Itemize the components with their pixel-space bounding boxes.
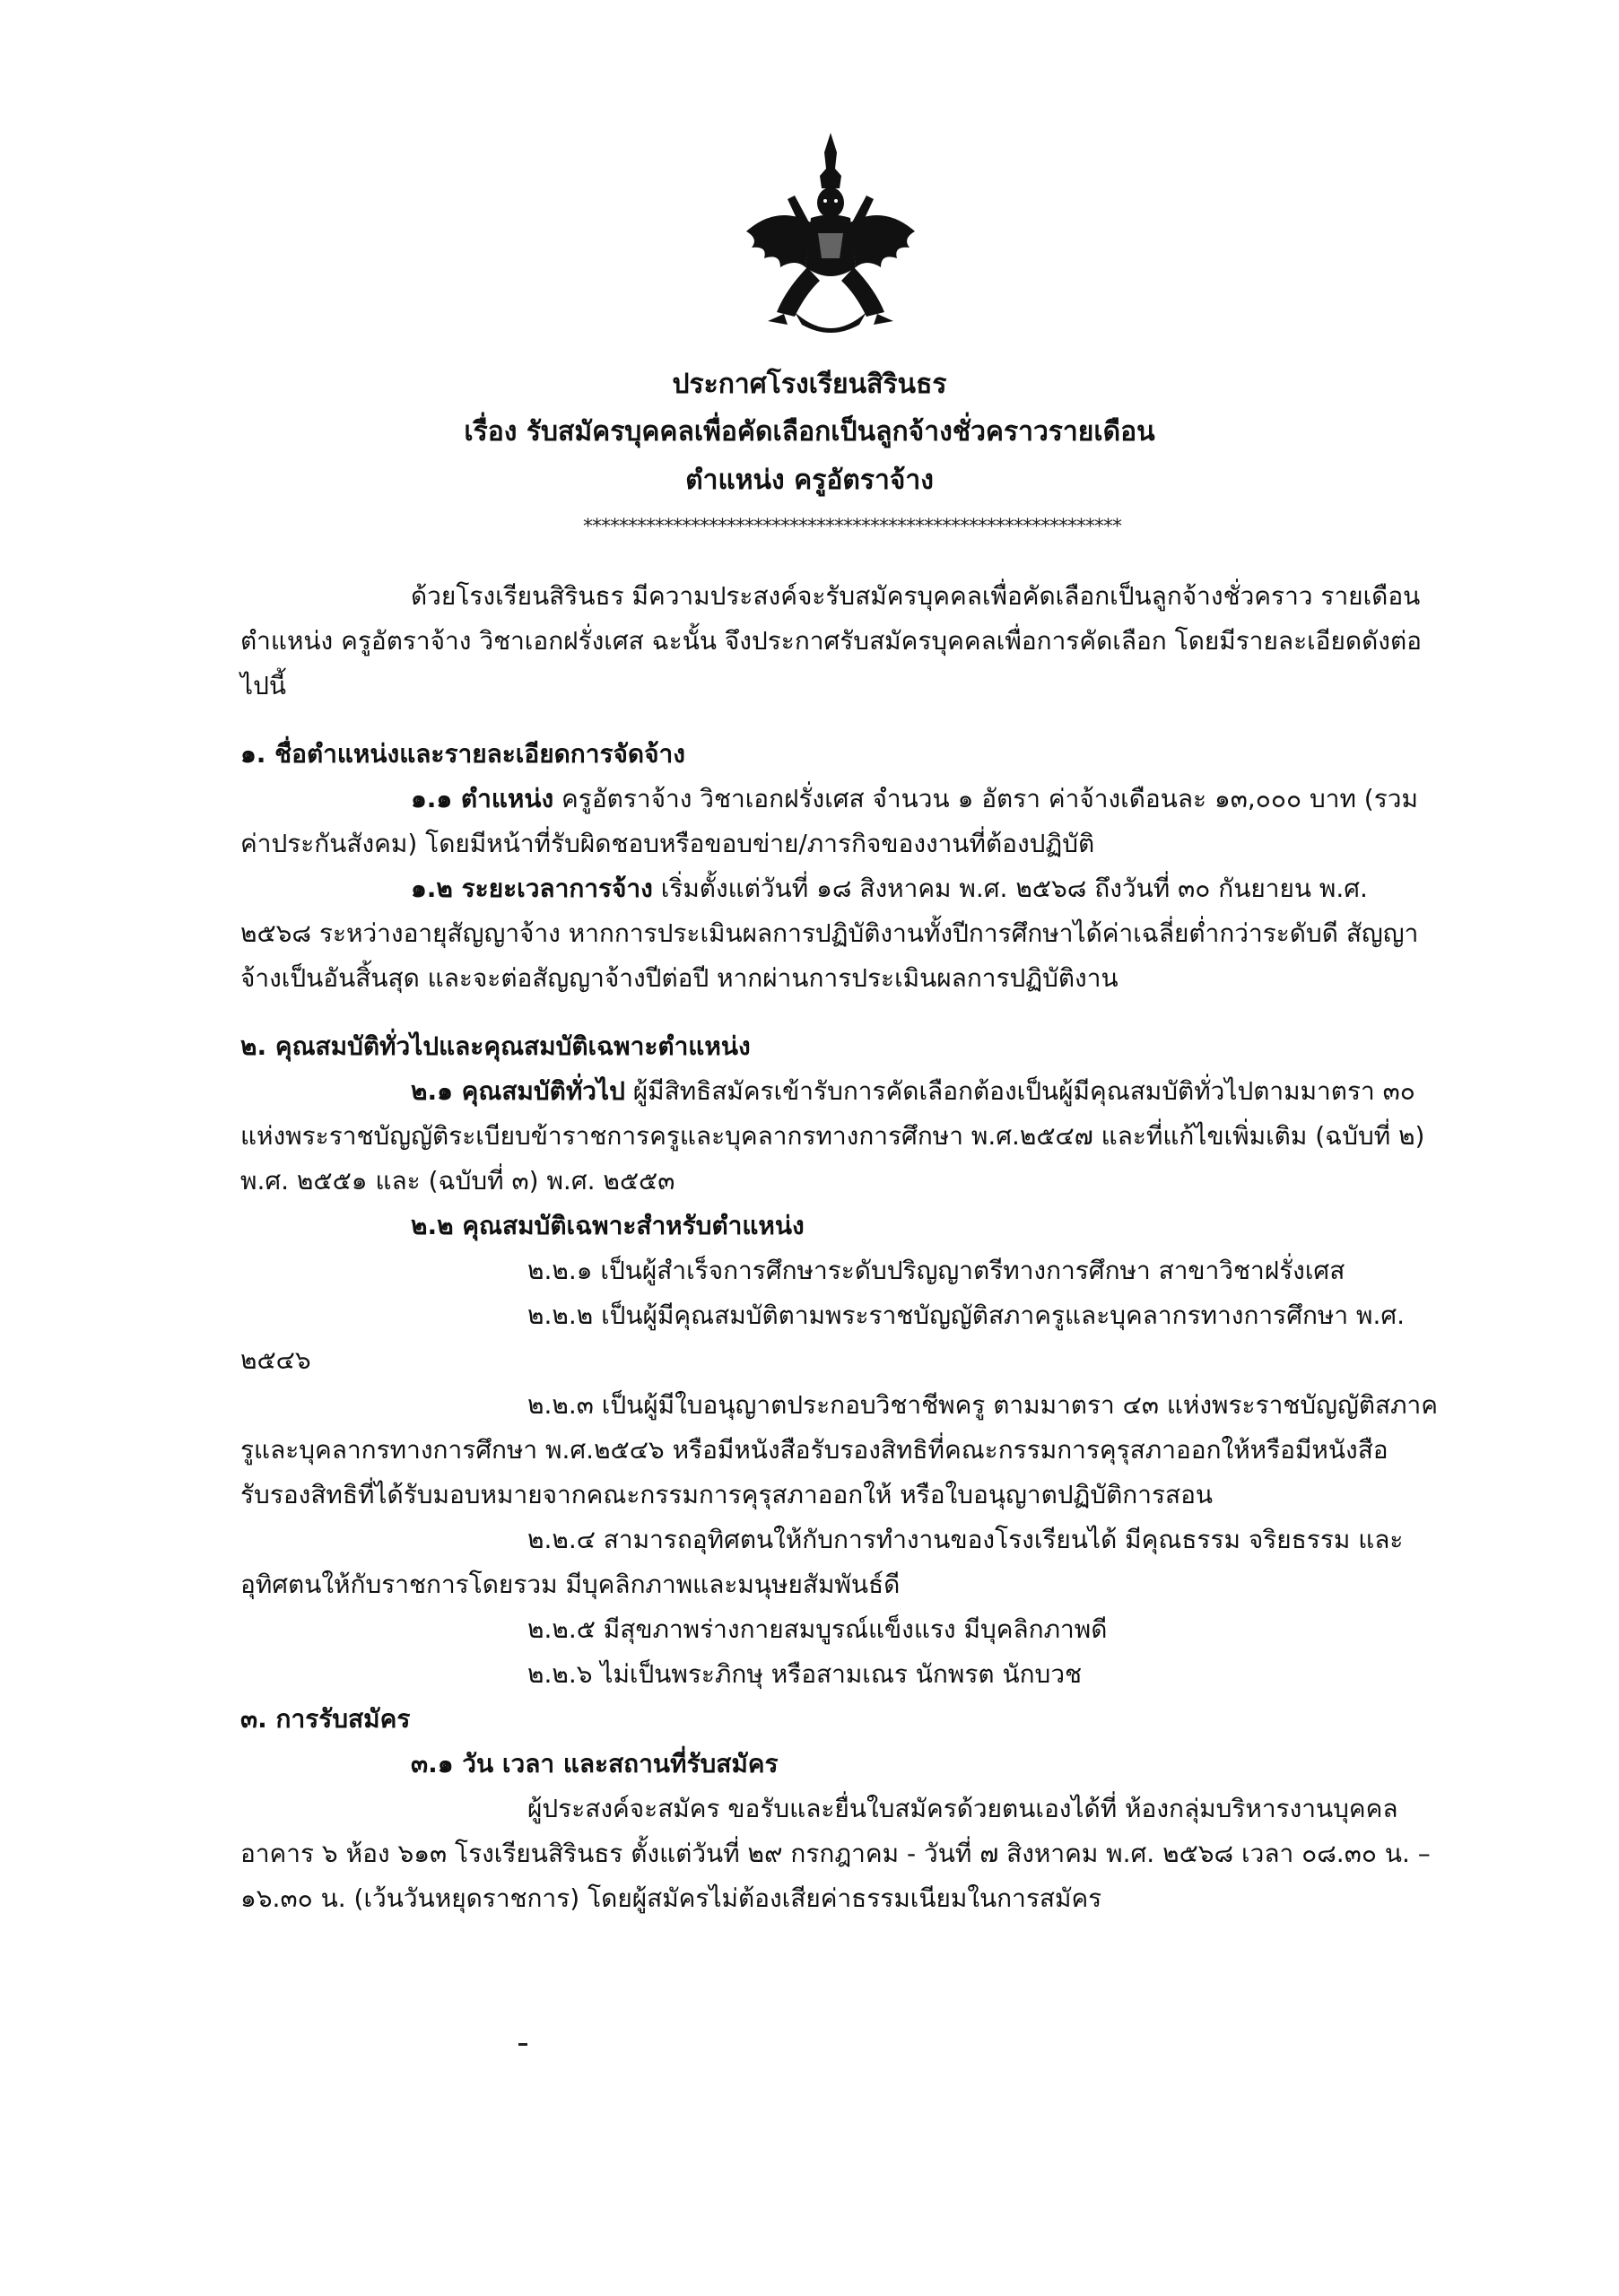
section-2-2-6: ๒.๒.๖ ไม่เป็นพระภิกษุ หรือสามเณร นักพรต นักบวช xyxy=(527,1659,1083,1689)
document-body xyxy=(240,574,1442,1921)
section-3-1-text: ผู้ประสงค์จะสมัคร ขอรับและยื่นใบสมัครด้วยตนเองได้ที่ ห้องกลุ่มบริหารงานบุคคล อาคาร ๖ ห้อง ๖๑๓ โรงเรียนสิรินธร ตั้งแต่วันที่ ๒๙ กรกฎาคม - วันที่ ๗ สิงหาคม พ.ศ. ๒๕๖๘ เวลา ๐๘.๓๐ น. – ๑๖.๓๐ น. (เว้นวันหยุดราชการ) โดยผู้สมัครไม่ต้องเสียค่าธรรมเนียมในการสมัคร xyxy=(240,1794,1431,1913)
section-2-2-5: ๒.๒.๕ มีสุขภาพร่างกายสมบูรณ์แข็งแรง มีบุคลิกภาพดี xyxy=(527,1614,1108,1644)
announcement-position: ตำแหน่ง ครูอัตราจ้าง xyxy=(685,465,934,496)
section-2-1-text: ผู้มีสิทธิสมัครเข้ารับการคัดเลือกต้องเป็นผู้มีคุณสมบัติทั่วไปตามมาตรา ๓๐ แห่งพระราชบัญญัติระเบียบข้าราชการครูและบุคลากรทางการศึกษา พ.ศ.๒๕๔๗ และที่แก้ไขเพิ่มเติม (ฉบับที่ ๒) พ.ศ. ๒๕๕๑ และ (ฉบับที่ ๓) พ.ศ. ๒๕๕๓ xyxy=(240,1076,1425,1196)
section-2-heading: ๒. คุณสมบัติทั่วไปและคุณสมบัติเฉพาะตำแหน่ง xyxy=(240,1031,751,1061)
page-mark xyxy=(518,2043,527,2046)
section-2-2-4: ๒.๒.๔ สามารถอุทิศตนให้กับการทำงานของโรงเรียนได้ มีคุณธรรม จริยธรรม และอุทิศตนให้กับราชการโดยรวม มีบุคลิกภาพและมนุษยสัมพันธ์ดี xyxy=(240,1525,1404,1599)
section-2-1 xyxy=(240,1069,1442,1204)
section-2-2-2: ๒.๒.๒ เป็นผู้มีคุณสมบัติตามพระราชบัญญัติสภาครูและบุคลากรทางการศึกษา พ.ศ. ๒๕๔๖ xyxy=(240,1300,1406,1375)
section-1-1-label: ๑.๑ ตำแหน่ง xyxy=(411,784,554,813)
section-1-2 xyxy=(240,866,1442,1001)
section-1-1 xyxy=(240,777,1442,866)
section-3-heading: ๓. การรับสมัคร xyxy=(240,1704,411,1734)
section-2-2-1: ๒.๒.๑ เป็นผู้สำเร็จการศึกษาระดับปริญญาตรีทางการศึกษา สาขาวิชาฝรั่งเศส xyxy=(527,1256,1345,1285)
section-2-2-label: ๒.๒ คุณสมบัติเฉพาะสำหรับตำแหน่ง xyxy=(411,1211,805,1240)
section-2-2-3: ๒.๒.๓ เป็นผู้มีใบอนุญาตประกอบวิชาชีพครู ตามมาตรา ๔๓ แห่งพระราชบัญญัติสภาครูและบุคลากรทางการศึกษา พ.ศ.๒๕๔๖ หรือมีหนังสือรับรองสิทธิที่คณะกรรมการคุรุสภาออกให้หรือมีหนังสือรับรองสิทธิที่ได้รับมอบหมายจากคณะกรรมการคุรุสภาออกให้ หรือใบอนุญาตปฏิบัติการสอน xyxy=(240,1390,1439,1509)
announcement-title: ประกาศโรงเรียนสิรินธร xyxy=(672,369,947,400)
section-1-2-text: เริ่มตั้งแต่วันที่ ๑๘ สิงหาคม พ.ศ. ๒๕๖๘ ถึงวันที่ ๓๐ กันยายน พ.ศ. ๒๕๖๘ ระหว่างอายุสัญญาจ้าง หากการประเมินผลการปฏิบัติงานทั้งปีการศึกษาได้ค่าเฉลี่ยต่ำกว่าระดับดี สัญญาจ้างเป็นอันสิ้นสุด และจะต่อสัญญาจ้างปีต่อปี หากผ่านการประเมินผลการปฏิบัติงาน xyxy=(240,874,1419,993)
separator-line: ************************************************************ xyxy=(583,516,1121,538)
garuda-emblem-icon xyxy=(741,133,920,344)
section-1-1-text: ครูอัตราจ้าง วิชาเอกฝรั่งเศส จำนวน ๑ อัตรา ค่าจ้างเดือนละ ๑๓,๐๐๐ บาท (รวมค่าประกันสังคม) โดยมีหน้าที่รับผิดชอบหรือขอบข่าย/ภารกิจของงานที่ต้องปฏิบัติ xyxy=(240,784,1418,858)
section-1-heading: ๑. ชื่อตำแหน่งและรายละเอียดการจัดจ้าง xyxy=(240,739,685,769)
announcement-subject: เรื่อง รับสมัครบุคคลเพื่อคัดเลือกเป็นลูกจ้างชั่วคราวรายเดือน xyxy=(464,416,1155,448)
section-1-2-label: ๑.๒ ระยะเวลาการจ้าง xyxy=(411,874,653,903)
intro-paragraph: ด้วยโรงเรียนสิรินธร มีความประสงค์จะรับสมัครบุคคลเพื่อคัดเลือกเป็นลูกจ้างชั่วคราว รายเดือน ตำแหน่ง ครูอัตราจ้าง วิชาเอกฝรั่งเศส ฉะนั้น จึงประกาศรับสมัครบุคคลเพื่อการคัดเลือก โดยมีรายละเอียดดังต่อไปนี้ xyxy=(240,581,1422,700)
section-2-1-label: ๒.๑ คุณสมบัติทั่วไป xyxy=(411,1076,625,1106)
section-3-1-label: ๓.๑ วัน เวลา และสถานที่รับสมัคร xyxy=(411,1749,779,1779)
